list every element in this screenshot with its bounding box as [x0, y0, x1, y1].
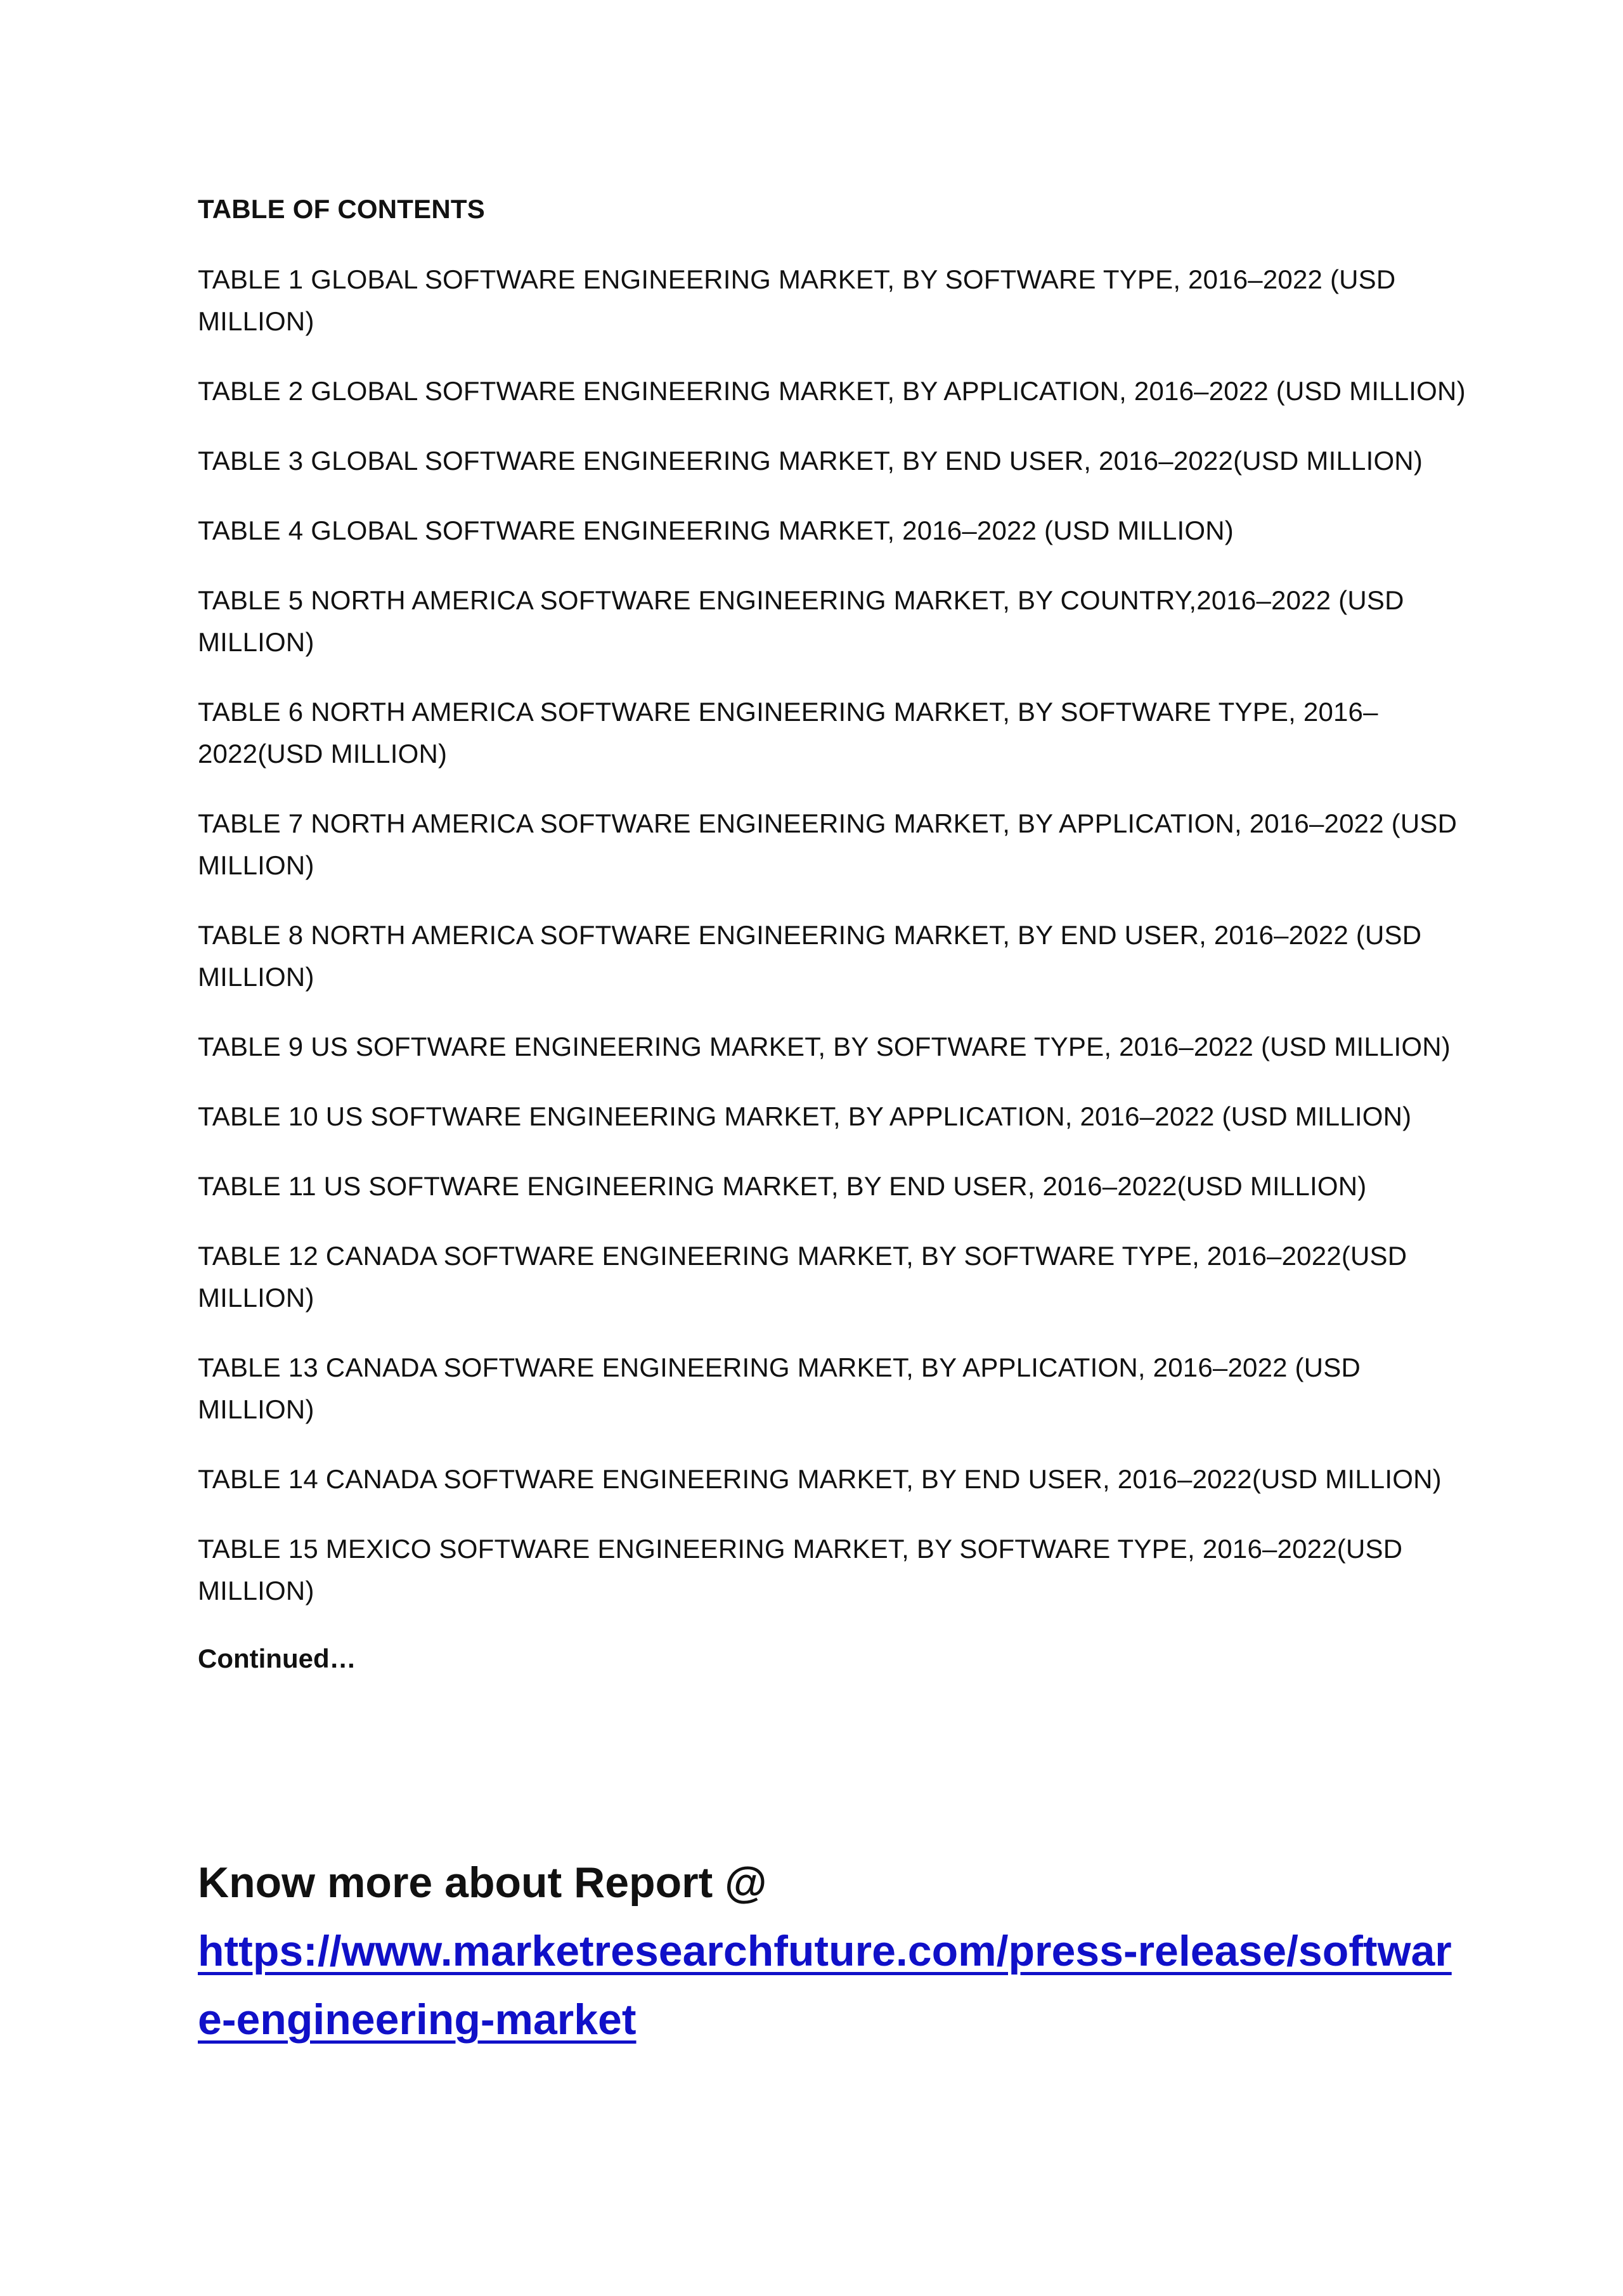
continued-label: Continued…	[198, 1644, 356, 1673]
toc-item-3: TABLE 3 GLOBAL SOFTWARE ENGINEERING MARKET, BY END USER, 2016–2022(USD MILLION)	[198, 446, 1423, 476]
toc-item-2: TABLE 2 GLOBAL SOFTWARE ENGINEERING MARKET, BY APPLICATION, 2016–2022 (USD MILLION)	[198, 376, 1466, 406]
toc-list	[198, 259, 1466, 1612]
report-footer	[198, 1848, 1466, 2054]
toc-item-13: TABLE 13 CANADA SOFTWARE ENGINEERING MARKET, BY APPLICATION, 2016–2022 (USD MILLION)	[198, 1352, 1361, 1424]
toc-item-8: TABLE 8 NORTH AMERICA SOFTWARE ENGINEERING MARKET, BY END USER, 2016–2022 (USD MILLION)	[198, 920, 1422, 992]
toc-item-6: TABLE 6 NORTH AMERICA SOFTWARE ENGINEERING MARKET, BY SOFTWARE TYPE, 2016–2022(USD MILLION)	[198, 697, 1378, 769]
report-link[interactable]: https://www.marketresearchfuture.com/press-release/software-engineering-market	[198, 1927, 1452, 2044]
toc-item-14: TABLE 14 CANADA SOFTWARE ENGINEERING MARKET, BY END USER, 2016–2022(USD MILLION)	[198, 1464, 1442, 1494]
toc-item-4: TABLE 4 GLOBAL SOFTWARE ENGINEERING MARKET, 2016–2022 (USD MILLION)	[198, 516, 1234, 545]
toc-section	[198, 190, 1466, 1678]
toc-item-11: TABLE 11 US SOFTWARE ENGINEERING MARKET, BY END USER, 2016–2022(USD MILLION)	[198, 1171, 1367, 1201]
toc-item-7: TABLE 7 NORTH AMERICA SOFTWARE ENGINEERING MARKET, BY APPLICATION, 2016–2022 (USD MILLION)	[198, 808, 1458, 880]
toc-item-5: TABLE 5 NORTH AMERICA SOFTWARE ENGINEERING MARKET, BY COUNTRY,2016–2022 (USD MILLION)	[198, 585, 1404, 657]
toc-item-15: TABLE 15 MEXICO SOFTWARE ENGINEERING MARKET, BY SOFTWARE TYPE, 2016–2022(USD MILLION)	[198, 1534, 1403, 1605]
toc-item-12: TABLE 12 CANADA SOFTWARE ENGINEERING MARKET, BY SOFTWARE TYPE, 2016–2022(USD MILLION)	[198, 1241, 1407, 1313]
toc-item-1: TABLE 1 GLOBAL SOFTWARE ENGINEERING MARKET, BY SOFTWARE TYPE, 2016–2022 (USD MILLION)	[198, 264, 1396, 336]
toc-item-9: TABLE 9 US SOFTWARE ENGINEERING MARKET, BY SOFTWARE TYPE, 2016–2022 (USD MILLION)	[198, 1032, 1451, 1061]
toc-heading: TABLE OF CONTENTS	[198, 194, 485, 224]
know-more-heading: Know more about Report @	[198, 1858, 767, 1907]
toc-item-10: TABLE 10 US SOFTWARE ENGINEERING MARKET, BY APPLICATION, 2016–2022 (USD MILLION)	[198, 1101, 1412, 1131]
